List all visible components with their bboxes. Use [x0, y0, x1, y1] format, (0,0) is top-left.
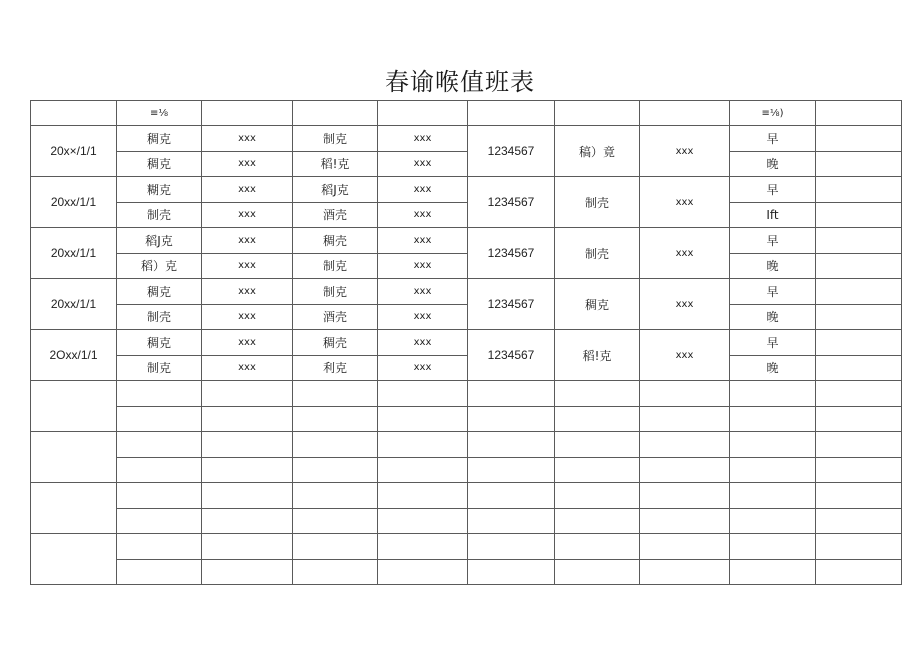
empty-cell [117, 406, 202, 432]
empty-cell [202, 559, 293, 585]
leader-contact-cell: xxx [640, 279, 730, 330]
empty-cell [730, 483, 816, 509]
staff-cell: 稠克 [117, 151, 202, 177]
staff-contact-cell: xxx [378, 355, 468, 381]
empty-cell [117, 559, 202, 585]
leader-cell: 稿）竟 [555, 126, 640, 177]
empty-cell [468, 483, 555, 509]
date-cell: 20xx/1/1 [31, 279, 117, 330]
empty-row [31, 534, 902, 560]
empty-cell [640, 534, 730, 560]
phone-cell: 1234567 [468, 177, 555, 228]
staff-contact-cell: xxx [378, 253, 468, 279]
staff-cell: 稻J克 [117, 228, 202, 254]
empty-cell [468, 381, 555, 407]
phone-cell: 1234567 [468, 330, 555, 381]
empty-cell [640, 483, 730, 509]
empty-cell [730, 406, 816, 432]
shift-cell: 早 [730, 177, 816, 203]
empty-cell [378, 559, 468, 585]
empty-cell [555, 483, 640, 509]
phone-cell: 1234567 [468, 279, 555, 330]
empty-cell [468, 406, 555, 432]
empty-row [31, 432, 902, 458]
empty-cell [555, 508, 640, 534]
leader-cell: 制壳 [555, 228, 640, 279]
empty-cell [293, 457, 378, 483]
shift-cell: 早 [730, 126, 816, 152]
header-cell: ≡⅛) [730, 101, 816, 126]
phone-cell: 1234567 [468, 126, 555, 177]
empty-cell [555, 406, 640, 432]
staff-cell: 稠壳 [293, 330, 378, 356]
header-cell [293, 101, 378, 126]
staff-cell: 酒壳 [293, 202, 378, 228]
staff-cell: 酒壳 [293, 304, 378, 330]
empty-cell [202, 457, 293, 483]
staff-contact-cell: xxx [202, 126, 293, 152]
staff-cell: 稻）克 [117, 253, 202, 279]
empty-cell [468, 508, 555, 534]
empty-cell [730, 381, 816, 407]
staff-contact-cell: xxx [378, 151, 468, 177]
remark-cell [816, 279, 902, 305]
empty-cell [117, 508, 202, 534]
staff-contact-cell: xxx [202, 177, 293, 203]
table-row [31, 228, 902, 254]
phone-cell: 1234567 [468, 228, 555, 279]
shift-cell: 晚 [730, 304, 816, 330]
empty-row [31, 508, 902, 534]
shift-cell: 早 [730, 330, 816, 356]
empty-cell [816, 381, 902, 407]
table-row [31, 304, 902, 330]
empty-cell [640, 432, 730, 458]
empty-cell [468, 534, 555, 560]
empty-cell [816, 483, 902, 509]
empty-cell [202, 534, 293, 560]
shift-cell: 晚 [730, 355, 816, 381]
empty-cell [640, 508, 730, 534]
remark-cell [816, 202, 902, 228]
date-cell: 20x×/1/1 [31, 126, 117, 177]
header-cell [640, 101, 730, 126]
remark-cell [816, 177, 902, 203]
staff-contact-cell: xxx [202, 304, 293, 330]
empty-date-cell [31, 381, 117, 432]
table-row [31, 126, 902, 152]
empty-cell [117, 534, 202, 560]
shift-cell: 早 [730, 279, 816, 305]
empty-row [31, 406, 902, 432]
empty-cell [816, 559, 902, 585]
staff-contact-cell: xxx [378, 202, 468, 228]
staff-cell: 稠壳 [293, 228, 378, 254]
leader-contact-cell: xxx [640, 228, 730, 279]
empty-cell [555, 432, 640, 458]
empty-cell [202, 406, 293, 432]
leader-cell: 稠克 [555, 279, 640, 330]
leader-cell: 稻!克 [555, 330, 640, 381]
staff-cell: 稻!克 [293, 151, 378, 177]
table-row [31, 202, 902, 228]
staff-cell: 稠克 [117, 279, 202, 305]
header-cell [378, 101, 468, 126]
remark-cell [816, 228, 902, 254]
header-cell [555, 101, 640, 126]
empty-cell [468, 457, 555, 483]
empty-cell [378, 432, 468, 458]
empty-cell [293, 534, 378, 560]
leader-contact-cell: xxx [640, 177, 730, 228]
empty-cell [117, 483, 202, 509]
empty-cell [117, 381, 202, 407]
empty-cell [555, 534, 640, 560]
empty-date-cell [31, 483, 117, 534]
shift-cell: 晚 [730, 253, 816, 279]
empty-cell [816, 534, 902, 560]
staff-contact-cell: xxx [202, 253, 293, 279]
empty-date-cell [31, 432, 117, 483]
empty-cell [468, 432, 555, 458]
empty-row [31, 483, 902, 509]
empty-cell [202, 508, 293, 534]
header-row [31, 101, 902, 126]
table-row [31, 177, 902, 203]
header-cell [816, 101, 902, 126]
empty-cell [640, 457, 730, 483]
empty-cell [816, 508, 902, 534]
staff-cell: 制克 [293, 253, 378, 279]
empty-cell [293, 559, 378, 585]
header-cell [31, 101, 117, 126]
table-row [31, 355, 902, 381]
date-cell: 20xx/1/1 [31, 177, 117, 228]
staff-cell: 稻J克 [293, 177, 378, 203]
staff-contact-cell: xxx [202, 202, 293, 228]
leader-contact-cell: xxx [640, 126, 730, 177]
empty-cell [730, 432, 816, 458]
table-row [31, 279, 902, 305]
empty-cell [555, 559, 640, 585]
staff-cell: 制壳 [117, 202, 202, 228]
empty-cell [730, 534, 816, 560]
empty-cell [555, 381, 640, 407]
empty-row [31, 381, 902, 407]
empty-cell [293, 483, 378, 509]
remark-cell [816, 253, 902, 279]
empty-cell [293, 381, 378, 407]
empty-cell [730, 559, 816, 585]
empty-cell [640, 381, 730, 407]
staff-contact-cell: xxx [202, 355, 293, 381]
staff-contact-cell: xxx [202, 279, 293, 305]
empty-cell [730, 457, 816, 483]
remark-cell [816, 304, 902, 330]
staff-cell: 稠克 [117, 330, 202, 356]
header-cell [468, 101, 555, 126]
staff-cell: 稠克 [117, 126, 202, 152]
empty-row [31, 457, 902, 483]
empty-cell [378, 483, 468, 509]
empty-cell [378, 508, 468, 534]
date-cell: 20xx/1/1 [31, 228, 117, 279]
table-row [31, 151, 902, 177]
empty-cell [293, 406, 378, 432]
empty-cell [816, 432, 902, 458]
table-row [31, 253, 902, 279]
header-cell [202, 101, 293, 126]
staff-contact-cell: xxx [378, 330, 468, 356]
empty-cell [468, 559, 555, 585]
page-title: 春谕喉值班表 [385, 68, 535, 96]
staff-cell: 制壳 [117, 304, 202, 330]
empty-cell [730, 508, 816, 534]
empty-cell [117, 432, 202, 458]
staff-contact-cell: xxx [378, 304, 468, 330]
remark-cell [816, 151, 902, 177]
empty-cell [378, 534, 468, 560]
shift-cell: Ift [730, 202, 816, 228]
empty-date-cell [31, 534, 117, 585]
staff-contact-cell: xxx [378, 177, 468, 203]
staff-cell: 糊克 [117, 177, 202, 203]
empty-cell [202, 381, 293, 407]
leader-cell: 制壳 [555, 177, 640, 228]
staff-contact-cell: xxx [378, 126, 468, 152]
shift-cell: 早 [730, 228, 816, 254]
empty-cell [293, 508, 378, 534]
empty-cell [378, 457, 468, 483]
empty-cell [202, 483, 293, 509]
empty-cell [640, 559, 730, 585]
empty-cell [555, 457, 640, 483]
remark-cell [816, 126, 902, 152]
leader-contact-cell: xxx [640, 330, 730, 381]
empty-cell [816, 457, 902, 483]
remark-cell [816, 330, 902, 356]
header-cell: ≡⅛ [117, 101, 202, 126]
empty-cell [202, 432, 293, 458]
staff-contact-cell: xxx [202, 228, 293, 254]
staff-contact-cell: xxx [378, 279, 468, 305]
empty-cell [640, 406, 730, 432]
empty-cell [816, 406, 902, 432]
date-cell: 2Oxx/1/1 [31, 330, 117, 381]
remark-cell [816, 355, 902, 381]
staff-contact-cell: xxx [378, 228, 468, 254]
staff-cell: 利克 [293, 355, 378, 381]
shift-cell: 晚 [730, 151, 816, 177]
empty-row [31, 559, 902, 585]
staff-cell: 制克 [293, 279, 378, 305]
empty-cell [293, 432, 378, 458]
staff-contact-cell: xxx [202, 330, 293, 356]
staff-contact-cell: xxx [202, 151, 293, 177]
staff-cell: 制克 [117, 355, 202, 381]
empty-cell [378, 381, 468, 407]
staff-cell: 制克 [293, 126, 378, 152]
empty-cell [378, 406, 468, 432]
duty-schedule-table [30, 100, 902, 585]
empty-cell [117, 457, 202, 483]
table-row [31, 330, 902, 356]
